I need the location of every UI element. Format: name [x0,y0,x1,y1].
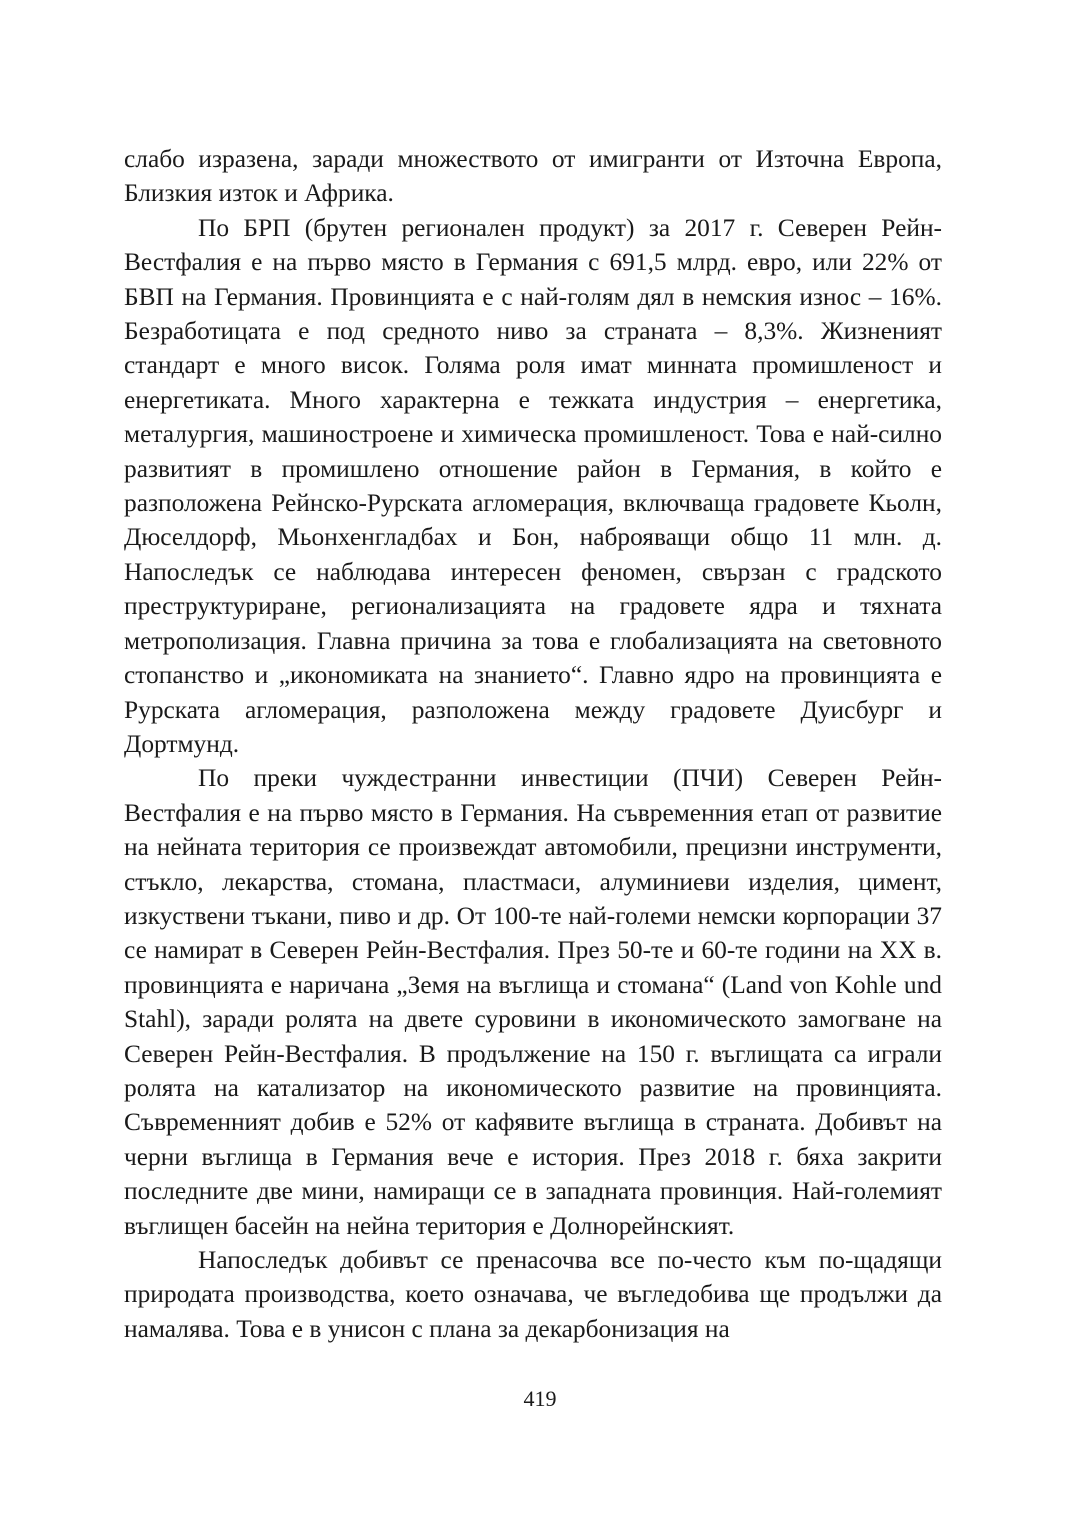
paragraph-gdp: По БРП (брутен регионален продукт) за 2017 г. Северен Рейн-Вестфалия е на първо място в Германия с 691,5 млрд. евро, или 22% от БВП на Германия. Провинцията е с най-голям дял в немския износ – 16%. Безработицата е под средното ниво за страната – 8,3%. Жизненият стандарт е много висок. Голяма роля имат минната промишленост и енергетиката. Много характерна е тежката индустрия – енергетика, металургия, машиностроене и химическа промишленост. Това е най-силно развитият в промишлено отношение район в Германия, в който е разположена Рейнско-Рурската агломерация, включваща градовете Кьолн, Дюселдорф, Мьонхенгладбах и Бон, наброяващи общо 11 млн. д. Напоследък се наблюдава интересен феномен, свързан с градското преструктуриране, регионализацията на градовете ядра и тяхната метрополизация. Главна причина за това е глобализацията на световното стопанство и „икономиката на знанието“. Главно ядро на провинцията е Рурската агломерация, разположена между градовете Дуисбург и Дортмунд. [124,213,942,758]
page-number: 419 [523,1386,557,1411]
body-text [124,142,942,1346]
paragraph-fdi: По преки чуждестранни инвестиции (ПЧИ) Северен Рейн-Вестфалия е на първо място в Германия. На съвременния етап от развитие на нейната територия се произвеждат автомобили, прецизни инструменти, стъкло, лекарства, стомана, пластмаси, алуминиеви изделия, цимент, изкуствени тъкани, пиво и др. От 100-те най-големи немски корпорации 37 се намират в Северен Рейн-Вестфалия. През 50-те и 60-те години на XX в. провинцията е наричана „Земя на въглища и стомана“ (Land von Kohle und Stahl), заради ролята на двете суровини в икономическото замогване на Северен Рейн-Вестфалия. В продължение на 150 г. въглищата са играли ролята на катализатор на икономическото развитие на провинцията. Съвременният добив е 52% от кафявите въглища в страната. Добивът на черни въглища в Германия вече е история. През 2018 г. бяха закрити последните две мини, намиращи се в западната провинция. Най-големият въглищен басейн на нейна територия е Долнорейнският. [124,764,942,1240]
paragraph-continuation: слабо изразена, заради множеството от имигранти от Източна Европа, Близкия изток и Африка. [124,145,942,208]
paragraph-decarbonization: Напоследък добивът се пренасочва все по-често към по-щадящи природата производства, което означава, че въгледобива ще продължи да намалява. Това е в унисон с плана за декарбонизация на [124,1246,942,1343]
